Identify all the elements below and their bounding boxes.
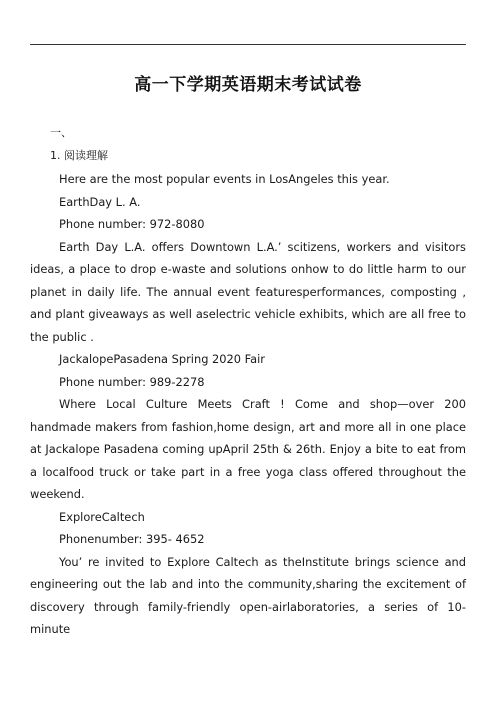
header-rule bbox=[30, 44, 466, 45]
event-phone-caltech: Phonenumber: 395- 4652 bbox=[59, 532, 205, 546]
subsection-heading: 1. 阅读理解 bbox=[50, 149, 108, 162]
event-description-caltech: You’ re invited to Explore Caltech as theInstitute brings science and engineering out the lab and into the community,sharing the excitement of discovery through family-friendly open-airlaboratories, a series of 10- minute bbox=[30, 554, 466, 636]
event-description-earthday: Earth Day L.A. offers Downtown L.A.’ scitizens, workers and visitors ideas, a place to drop e-waste and solutions onhow to do little harm to our planet in daily life. The annual event featuresperformances, composting , and plant giveaways as well aselectric vehicle exhibits, which are all free to the public . bbox=[30, 239, 466, 344]
document-body bbox=[30, 168, 466, 641]
section-heading: 一、 bbox=[50, 126, 72, 139]
intro-paragraph: Here are the most popular events in LosAngeles this year. bbox=[59, 172, 390, 186]
event-description-jackalope: Where Local Culture Meets Craft ! Come and shop—over 200 handmade makers from fashion,home design, art and more all in one place at Jackalope Pasadena coming upApril 25th & 26th. Enjoy a bite to eat from a localfood truck or take part in a free yoga class offered throughout the weekend. bbox=[30, 397, 466, 501]
event-phone-earthday: Phone number: 972-8080 bbox=[59, 217, 205, 231]
event-title-caltech: ExploreCaltech bbox=[59, 509, 145, 524]
event-phone-jackalope: Phone number: 989-2278 bbox=[59, 374, 205, 389]
event-title-jackalope: JackalopePasadena Spring 2020 Fair bbox=[59, 352, 265, 366]
event-title-earthday: EarthDay L. A. bbox=[59, 194, 141, 209]
page-title: 高一下学期英语期末考试试卷 bbox=[134, 75, 362, 95]
